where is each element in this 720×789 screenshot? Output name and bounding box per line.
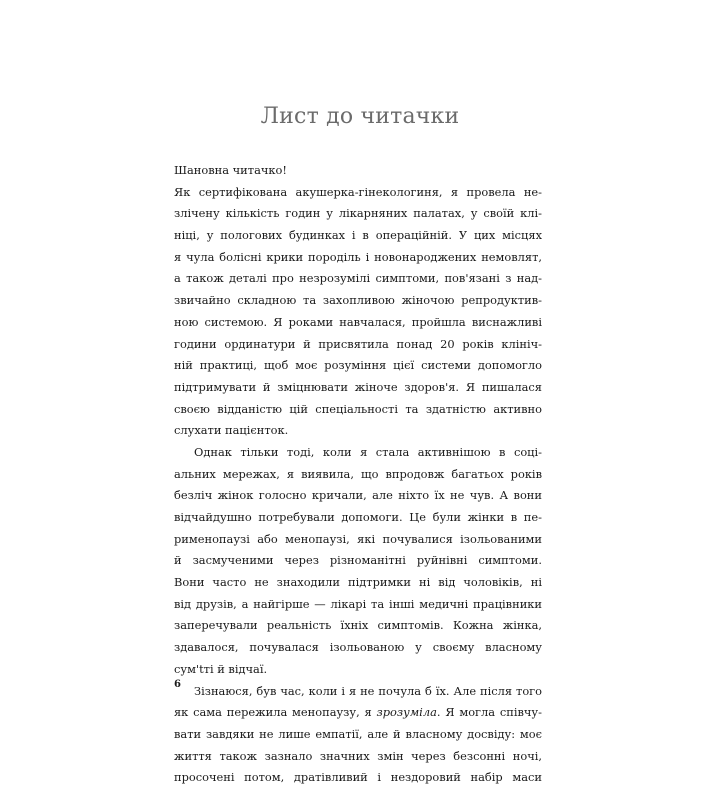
text-line: Однак тільки тоді, коли я стала активнішою в соці- [194, 444, 542, 459]
salutation: Шановна читачко! [174, 163, 287, 177]
text-line: Як сертифікована акушерка-гінекологиня, я провела не- [174, 184, 542, 199]
text-line: просочені потом, дратівливий і нездоровий набір маси [174, 770, 542, 785]
text-line: альних мережах, я виявила, що впродовж багатьох років [174, 466, 542, 481]
text-line: ній практиці, щоб моє розуміння цієї системи допомогло [174, 358, 542, 373]
text-line: життя також зазнало значних змін через безсонні ночі, [174, 748, 542, 763]
text-line: злічену кількість годин у лікарняних палатах, у своїй клі- [174, 206, 542, 221]
text-line: Зізнаюся, був час, коли і я не почула б їх. Але після того [194, 683, 542, 698]
paragraphs [174, 182, 542, 789]
chapter-title: Лист до читачки [260, 104, 460, 129]
text-line: а також деталі про незрозумілі симптоми, пов'язані з над- [174, 271, 542, 286]
text-line: здавалося, почувалася ізольованою у своєму власному [174, 640, 542, 655]
text-line: сум'tті й відчаї. [174, 661, 268, 676]
page-number: 6 [174, 679, 181, 690]
text-line: години ординатури й присвятила понад 20 років клініч- [174, 336, 542, 351]
text-line: безліч жінок голосно кричали, але ніхто їх не чув. А вони [174, 488, 542, 503]
emphasis: зрозуміла [376, 705, 437, 720]
text-line: відчайдушно потребували допомоги. Це були жінки в пе- [174, 510, 542, 524]
text-line: слухати пацієнток. [174, 423, 289, 438]
text-line: рименопаузі або менопаузі, які почувалися ізольованими [174, 531, 542, 546]
text-line: ною системою. Я роками навчалася, пройшла виснажливі [174, 314, 542, 329]
text-line: заперечували реальність їхніх симптомів. Кожна жінка, [174, 618, 542, 633]
body-text [174, 160, 542, 789]
text-line: вати завдяки не лише емпатії, але й власному досвіду: моє [174, 726, 542, 741]
text-line: своєю відданістю цій спеціальності та здатністю активно [174, 401, 542, 416]
text-line: я чула болісні крики породіль і новонароджених немовлят, [174, 249, 542, 264]
text-line: від друзів, а найгірше — лікарі та інші медичні працівники [174, 596, 542, 611]
text-line: Вони часто не знаходили підтримки ні від чоловіків, ні [174, 575, 542, 590]
text-line: й засмученими через різноманітні руйнівні симптоми. [174, 553, 542, 568]
text-line: звичайно складною та захопливою жіночою репродуктив- [174, 293, 542, 308]
text-line: ніці, у пологових будинках і в операційній. У цих місцях [174, 228, 542, 243]
text-line: підтримувати й зміцнювати жіноче здоров'я. Я пишалася [174, 379, 542, 394]
text-line: як сама пережила менопаузу, я зрозуміла. Я могла співчу- [174, 705, 542, 720]
